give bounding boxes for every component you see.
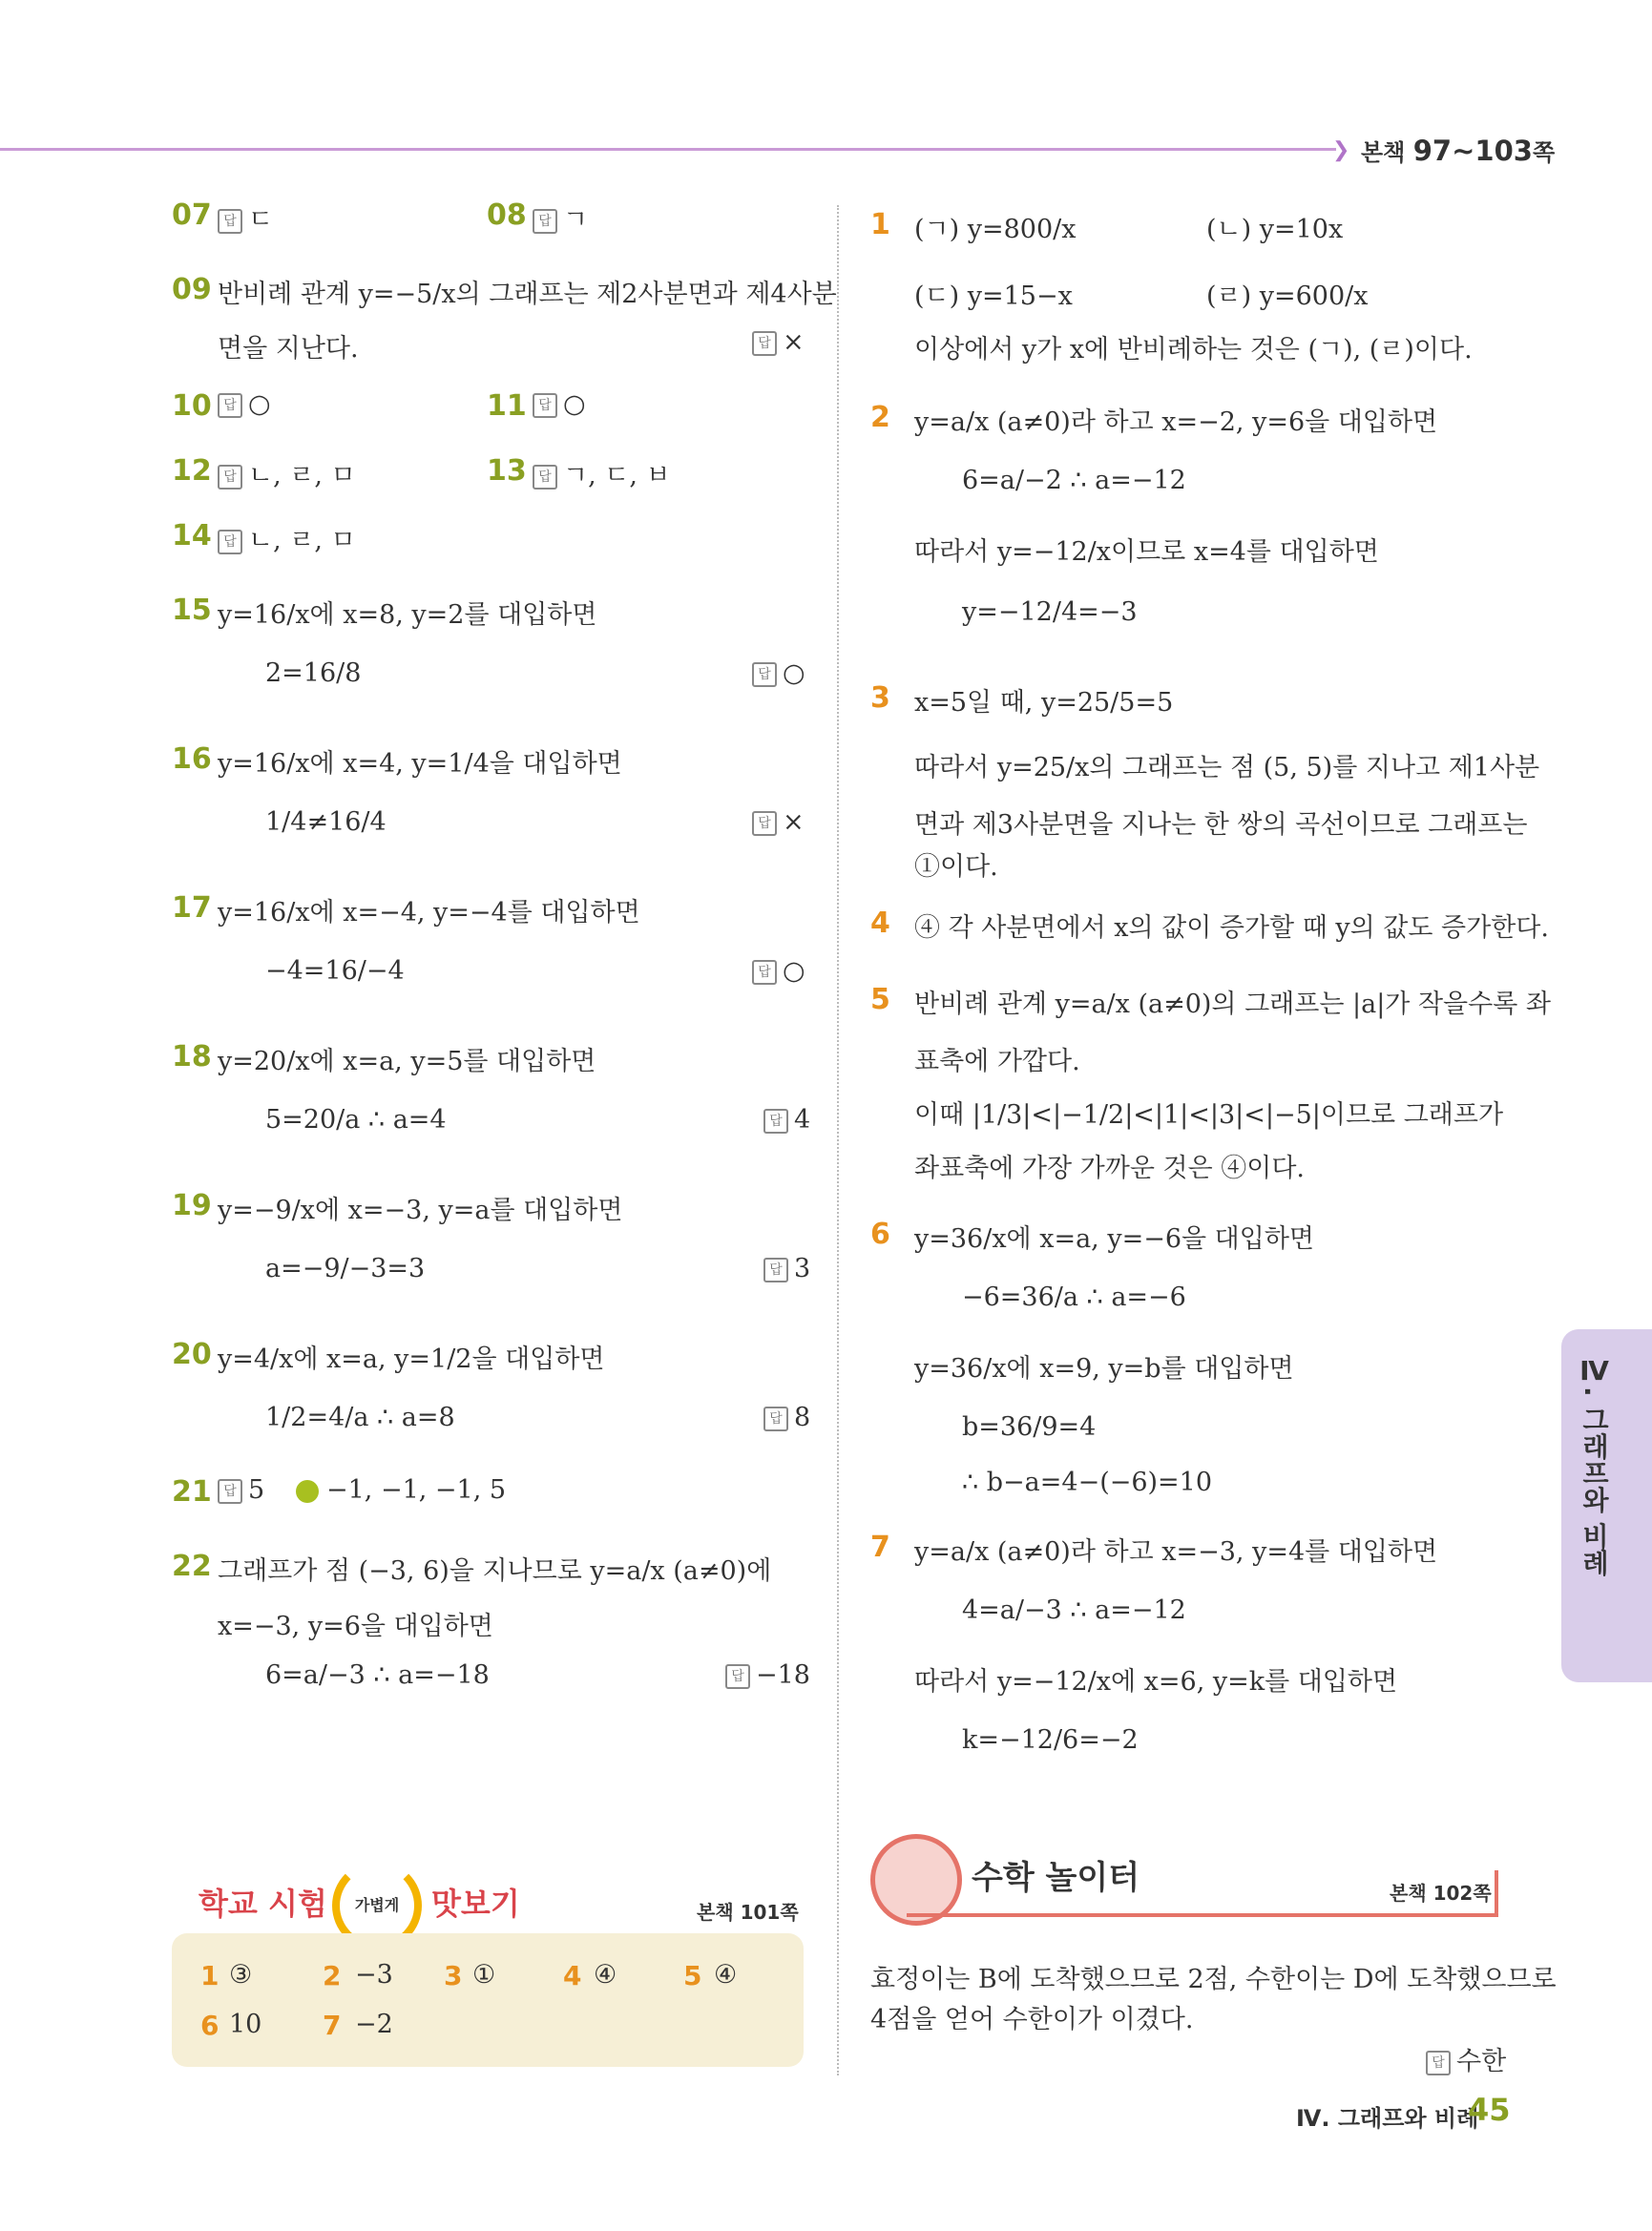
solution-line: 1/2=4/a ∴ a=8 — [265, 1403, 455, 1432]
problem-number: 08 — [487, 198, 527, 232]
answer: 답 ○ — [533, 389, 586, 419]
quiz-value: ③ — [229, 1960, 253, 1990]
answer-mark-icon: 답 — [763, 1258, 788, 1282]
problem-number: 19 — [172, 1189, 212, 1222]
solution-line: b=36/9=4 — [962, 1412, 1097, 1442]
solution-line: y=16/x에 x=4, y=1/4을 대입하면 — [218, 749, 622, 779]
quiz-value: ④ — [714, 1960, 738, 1990]
problem-number: 07 — [172, 198, 212, 232]
solution-line: 따라서 y=−12/x에 x=6, y=k를 대입하면 — [914, 1667, 1398, 1697]
answer: 답 ㄱ — [533, 198, 588, 236]
quiz-value: ④ — [594, 1960, 617, 1990]
quiz-title: 학교 시험 — [199, 1886, 327, 1922]
answer-mark-icon: 답 — [533, 465, 557, 490]
answer: 답 8 — [763, 1403, 810, 1432]
solution-line: 5=20/a ∴ a=4 — [265, 1105, 447, 1135]
problem-number: 09 — [172, 273, 212, 306]
answer: 답 ㄷ — [218, 198, 273, 236]
solution-line: (ㄴ) y=10x — [1206, 215, 1344, 244]
solution-line: y=20/x에 x=a, y=5를 대입하면 — [218, 1047, 596, 1076]
quiz-number: 2 — [323, 1960, 342, 1991]
quiz-value: ① — [472, 1960, 496, 1990]
solution-line: −4=16/−4 — [265, 956, 405, 986]
answer: 답 ○ — [218, 389, 271, 419]
quiz-page-ref: 본책 101쪽 — [697, 1901, 799, 1924]
solution-line: 6=a/−3 ∴ a=−18 — [265, 1660, 490, 1690]
answer: 답 수한 — [1426, 2040, 1506, 2077]
playground-rule-corner — [1495, 1870, 1498, 1916]
problem-number: 16 — [172, 742, 212, 776]
solution-line: a=−9/−3=3 — [265, 1254, 426, 1283]
quiz-number: 4 — [563, 1960, 582, 1991]
header-page-ref: 본책 97~103쪽 — [1361, 135, 1556, 167]
problem-number: 5 — [870, 983, 890, 1016]
answer: 답 × — [752, 807, 805, 837]
quiz-number: 1 — [200, 1960, 220, 1991]
problem-number: 22 — [172, 1550, 212, 1583]
solution-line: 1/4≠16/4 — [265, 807, 387, 837]
answer-mark-icon: 답 — [218, 530, 242, 554]
solution-line: ∴ b−a=4−(−6)=10 — [962, 1468, 1213, 1497]
solution-line: (ㄷ) y=15−x — [914, 281, 1073, 311]
playground-page-ref: 본책 102쪽 — [1390, 1882, 1492, 1905]
problem-number: 3 — [870, 681, 890, 715]
problem-number: 2 — [870, 401, 890, 434]
solution-line: 4=a/−3 ∴ a=−12 — [962, 1595, 1186, 1625]
solution-line: −6=36/a ∴ a=−6 — [962, 1282, 1186, 1312]
solution-line: 반비례 관계 y=−5/x의 그래프는 제2사분면과 제4사분 — [218, 280, 837, 309]
playground-title: 수학 놀이터 — [972, 1859, 1140, 1897]
solution-line: 좌표축에 가장 가까운 것은 ④이다. — [914, 1154, 1305, 1183]
problem-number: 1 — [870, 208, 890, 241]
playground-line: 4점을 얻어 수한이가 이겼다. — [870, 2005, 1194, 2034]
answer-mark-icon: 답 — [533, 209, 557, 234]
solution-line: k=−12/6=−2 — [962, 1725, 1139, 1755]
answer-mark-icon: 답 — [752, 331, 777, 356]
solution-line: y=−12/4=−3 — [962, 597, 1138, 627]
quiz-number: 5 — [683, 1960, 702, 1991]
solution-line: y=a/x (a≠0)라 하고 x=−2, y=6을 대입하면 — [914, 407, 1438, 437]
answer-mark-icon: 답 — [763, 1407, 788, 1431]
answer-mark-icon: 답 — [218, 209, 242, 234]
problem-number: 11 — [487, 389, 527, 423]
solution-line: 따라서 y=25/x의 그래프는 점 (5, 5)를 지나고 제1사분 — [914, 753, 1540, 782]
solution-line: (ㄱ) y=800/x — [914, 215, 1077, 244]
answer: 답 −18 — [725, 1660, 810, 1690]
problem-number: 13 — [487, 454, 527, 488]
cupcake-mascot-icon — [870, 1834, 962, 1926]
playground-rule — [907, 1913, 1498, 1917]
solution-line: y=a/x (a≠0)라 하고 x=−3, y=4를 대입하면 — [914, 1537, 1438, 1567]
solution-line: (ㄹ) y=600/x — [1206, 281, 1369, 311]
problem-number: 4 — [870, 907, 890, 940]
solution-line: y=36/x에 x=9, y=b를 대입하면 — [914, 1354, 1294, 1384]
answer-mark-icon: 답 — [763, 1109, 788, 1134]
chapter-side-tab-label: Ⅳ. 그래프와 비례 — [1579, 1355, 1610, 1576]
quiz-value: 10 — [229, 2010, 262, 2039]
quiz-value: −3 — [355, 1960, 393, 1990]
answer: 답 × — [752, 327, 805, 357]
problem-number: 7 — [870, 1531, 890, 1564]
quiz-number: 7 — [323, 2010, 342, 2041]
problem-number: 6 — [870, 1218, 890, 1251]
problem-number: 12 — [172, 454, 212, 488]
solution-line: y=4/x에 x=a, y=1/2을 대입하면 — [218, 1345, 605, 1374]
answer-mark-icon: 답 — [218, 465, 242, 490]
answer: 답 ㄴ, ㄹ, ㅁ — [218, 454, 356, 491]
problem-number: 20 — [172, 1338, 212, 1371]
solution-line: 이상에서 y가 x에 반비례하는 것은 (ㄱ), (ㄹ)이다. — [914, 335, 1473, 365]
footer-chapter: Ⅳ. 그래프와 비례 — [1296, 2105, 1479, 2132]
answer-mark-icon: 답 — [533, 393, 557, 418]
answer: 답 ○ — [752, 956, 805, 986]
answer: 답 ○ — [752, 658, 805, 688]
playground-line: 효정이는 B에 도착했으므로 2점, 수한이는 D에 도착했으므로 — [870, 1965, 1557, 1994]
solution-line: 따라서 y=−12/x이므로 x=4를 대입하면 — [914, 537, 1379, 567]
page-number: 45 — [1468, 2092, 1511, 2128]
answer-mark-icon: 답 — [218, 393, 242, 418]
quiz-value: −2 — [355, 2010, 393, 2039]
answer: 답 4 — [763, 1105, 810, 1135]
answer-mark-icon: 답 — [752, 662, 777, 687]
quiz-number: 3 — [444, 1960, 463, 1991]
column-divider — [837, 205, 839, 2075]
problem-number: 17 — [172, 891, 212, 925]
solution-line: y=−9/x에 x=−3, y=a를 대입하면 — [218, 1196, 623, 1225]
pencil-icon — [296, 1480, 319, 1503]
solution-line: y=36/x에 x=a, y=−6을 대입하면 — [914, 1224, 1315, 1254]
answer-mark-icon: 답 — [218, 1479, 242, 1504]
answer-mark-icon: 답 — [725, 1664, 750, 1689]
solution-line: 2=16/8 — [265, 658, 362, 688]
answer: 답 5 — [218, 1475, 264, 1505]
problem-number: 15 — [172, 594, 212, 627]
chevron-right-icon: ❯ — [1332, 138, 1350, 162]
hint-note: −1, −1, −1, 5 — [296, 1475, 506, 1505]
answer: 답 ㄱ, ㄷ, ㅂ — [533, 454, 671, 491]
problem-number: 21 — [172, 1475, 212, 1509]
problem-number: 14 — [172, 519, 212, 553]
quiz-badge: 가볍게 — [332, 1861, 422, 1950]
solution-line: x=5일 때, y=25/5=5 — [914, 688, 1174, 718]
solution-line: x=−3, y=6을 대입하면 — [218, 1612, 493, 1641]
problem-number: 10 — [172, 389, 212, 423]
solution-line: y=16/x에 x=−4, y=−4를 대입하면 — [218, 898, 640, 928]
answer: 답 ㄴ, ㄹ, ㅁ — [218, 519, 356, 556]
solution-line: 반비례 관계 y=a/x (a≠0)의 그래프는 |a|가 작을수록 좌 — [914, 990, 1551, 1019]
solution-line: 이때 |1/3|<|−1/2|<|1|<|3|<|−5|이므로 그래프가 — [914, 1100, 1504, 1130]
answer: 답 3 — [763, 1254, 810, 1283]
solution-line: 그래프가 점 (−3, 6)을 지나므로 y=a/x (a≠0)에 — [218, 1556, 772, 1586]
solution-line: 면을 지난다. — [218, 334, 359, 364]
quiz-answer-box — [172, 1933, 804, 2067]
solution-line: ①이다. — [914, 852, 998, 882]
solution-line: 6=a/−2 ∴ a=−12 — [962, 466, 1186, 495]
solution-line: 면과 제3사분면을 지나는 한 쌍의 곡선이므로 그래프는 — [914, 810, 1528, 840]
answer-mark-icon: 답 — [752, 960, 777, 985]
solution-line: ④ 각 사분면에서 x의 값이 증가할 때 y의 값도 증가한다. — [914, 913, 1549, 943]
solution-line: y=16/x에 x=8, y=2를 대입하면 — [218, 600, 597, 630]
quiz-title: 맛보기 — [431, 1886, 520, 1922]
quiz-number: 6 — [200, 2010, 220, 2041]
answer-mark-icon: 답 — [752, 811, 777, 836]
header-rule — [0, 148, 1336, 151]
solution-line: 표축에 가깝다. — [914, 1047, 1080, 1076]
answer-mark-icon: 답 — [1426, 2051, 1451, 2075]
problem-number: 18 — [172, 1040, 212, 1074]
